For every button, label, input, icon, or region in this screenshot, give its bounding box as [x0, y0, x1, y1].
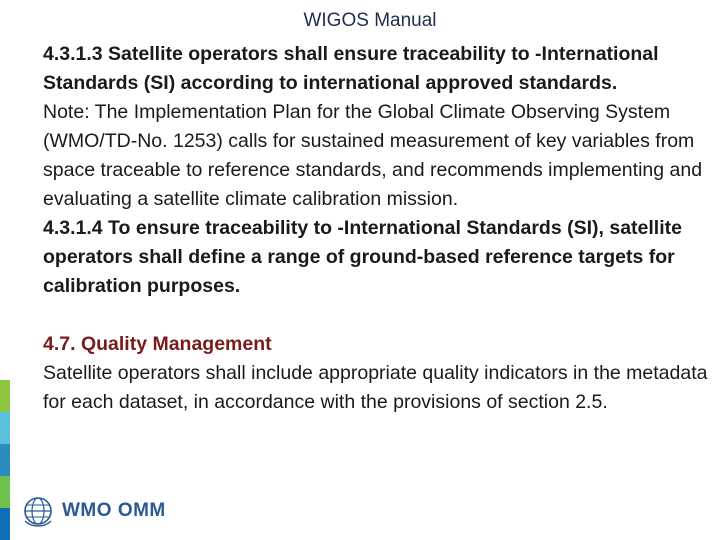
- stripe-green: [0, 380, 10, 412]
- section-heading-quality-management: 4.7. Quality Management: [43, 333, 272, 355]
- paragraph-spacer: [43, 301, 711, 330]
- paragraph-4-3-1-4: 4.3.1.4 To ensure traceability to -International Standards (SI), satellite operators shall define a range of ground-based reference targets for calibration purposes.: [43, 217, 682, 297]
- paragraph-note: Note: The Implementation Plan for the Global Climate Observing System (WMO/TD-No. 1253) calls for sustained measurement of key variables from space traceable to reference standards, and recommends implementing and evaluating a satellite climate calibration mission.: [43, 101, 703, 210]
- stripe-light-green: [0, 476, 10, 508]
- stripe-cyan: [0, 412, 10, 444]
- wmo-emblem-icon: [22, 495, 54, 527]
- paragraph-4-3-1-3: 4.3.1.3 Satellite operators shall ensure traceability to -International Standards (SI) according to international approved standards.: [43, 43, 659, 94]
- wmo-logo: [22, 494, 166, 528]
- logo-text: WMO OMM: [62, 500, 166, 521]
- decorative-color-stripes: [0, 380, 10, 540]
- stripe-dark-blue: [0, 508, 10, 540]
- stripe-blue: [0, 444, 10, 476]
- slide-title: WIGOS Manual: [303, 10, 437, 31]
- slide-content: [43, 40, 711, 417]
- section-body: Satellite operators shall include appropriate quality indicators in the metadata for each dataset, in accordance with the provisions of section 2.5.: [43, 362, 708, 413]
